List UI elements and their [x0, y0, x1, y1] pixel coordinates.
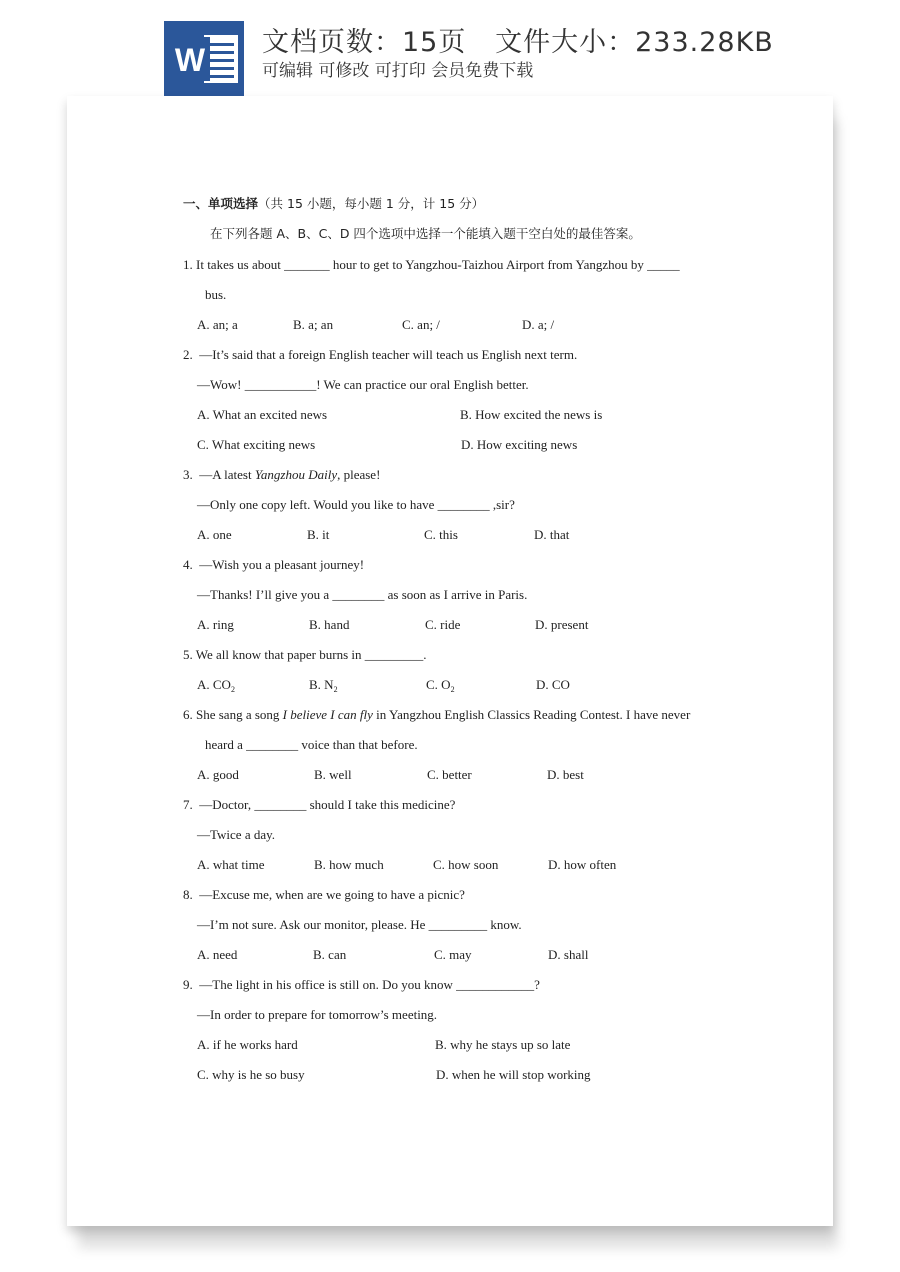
question-3-line-2: —Only one copy left. Would you like to have ________ ,sir?	[197, 497, 515, 512]
question-2-option-d: D. How exciting news	[461, 437, 578, 452]
question-8-option-d: D. shall	[548, 947, 589, 962]
question-1-option-c: C. an; /	[402, 317, 440, 332]
question-7-option-a: A. what time	[197, 857, 265, 872]
question-7-option-b: B. how much	[314, 857, 384, 872]
question-4-line-2: —Thanks! I’ll give you a ________ as soon as I arrive in Paris.	[197, 587, 528, 602]
section-heading: 一、单项选择（共 15 小题，每小题 1 分，计 15 分）	[183, 196, 485, 211]
question-1-option-d: D. a; /	[522, 317, 555, 332]
question-4-line-1: 4. —Wish you a pleasant journey!	[183, 557, 365, 572]
question-8-line-2: —I’m not sure. Ask our monitor, please. He _________ know.	[197, 917, 522, 932]
section-instruction: 在下列各题 A、B、C、D 四个选项中选择一个能填入题干空白处的最佳答案。	[210, 226, 641, 241]
question-6-option-a: A. good	[197, 767, 239, 782]
question-2-option-a: A. What an excited news	[197, 407, 328, 422]
question-6-line-1: 6. She sang a song I believe I can fly in Yangzhou English Classics Reading Contest. I have never	[183, 707, 691, 722]
banner-title: 文档页数：15页 文件大小：233.28KB	[262, 27, 774, 58]
word-doc-icon	[164, 21, 244, 97]
question-9-option-a: A. if he works hard	[197, 1037, 298, 1052]
word-icon-letter: W	[174, 42, 206, 78]
question-9-option-b: B. why he stays up so late	[435, 1037, 571, 1052]
question-5-option-d: D. CO	[536, 677, 570, 692]
question-3-option-a: A. one	[197, 527, 232, 542]
question-9-option-d: D. when he will stop working	[436, 1067, 591, 1082]
question-5-option-b: B. $N_2$	[309, 677, 338, 694]
question-2-option-b: B. How excited the news is	[460, 407, 603, 422]
question-4-option-b: B. hand	[309, 617, 350, 632]
question-2-option-c: C. What exciting news	[197, 437, 316, 452]
question-5-line-1: 5. We all know that paper burns in _________.	[183, 647, 427, 662]
document-page	[67, 96, 833, 1226]
question-2-line-2: —Wow! ___________! We can practice our oral English better.	[197, 377, 529, 392]
question-3-option-d: D. that	[534, 527, 570, 542]
question-7-line-2: —Twice a day.	[197, 827, 276, 842]
question-8-option-c: C. may	[434, 947, 472, 962]
question-3-option-b: B. it	[307, 527, 330, 542]
question-9-option-c: C. why is he so busy	[197, 1067, 305, 1082]
question-8-option-a: A. need	[197, 947, 238, 962]
question-5-option-c: C. $O_2$	[426, 677, 455, 694]
question-1-line-1: 1. It takes us about _______ hour to get to Yangzhou-Taizhou Airport from Yangzhou by _____	[183, 257, 680, 272]
question-3-option-c: C. this	[424, 527, 458, 542]
question-6-option-c: C. better	[427, 767, 472, 782]
question-7-option-d: D. how often	[548, 857, 617, 872]
question-6-line-2: heard a ________ voice than that before.	[205, 737, 418, 752]
question-1-option-b: B. a; an	[293, 317, 334, 332]
question-2-line-1: 2. —It’s said that a foreign English teacher will teach us English next term.	[183, 347, 578, 362]
question-4-option-d: D. present	[535, 617, 589, 632]
question-4-option-c: C. ride	[425, 617, 461, 632]
question-9-line-1: 9. —The light in his office is still on. Do you know ____________?	[183, 977, 540, 992]
question-6-option-d: D. best	[547, 767, 584, 782]
download-banner	[0, 0, 900, 96]
question-3-line-1: 3. —A latest Yangzhou Daily, please!	[183, 467, 381, 482]
question-4-option-a: A. ring	[197, 617, 234, 632]
question-5-option-a: A. $CO_2$	[197, 677, 235, 694]
question-1-line-2: bus.	[205, 287, 227, 302]
question-8-line-1: 8. —Excuse me, when are we going to have a picnic?	[183, 887, 465, 902]
question-6-option-b: B. well	[314, 767, 352, 782]
question-7-option-c: C. how soon	[433, 857, 499, 872]
question-8-option-b: B. can	[313, 947, 347, 962]
question-1-option-a: A. an; a	[197, 317, 238, 332]
question-9-line-2: —In order to prepare for tomorrow’s meeting.	[197, 1007, 438, 1022]
banner-subtitle: 可编辑 可修改 可打印 会员免费下载	[262, 61, 534, 81]
question-7-line-1: 7. —Doctor, ________ should I take this medicine?	[183, 797, 456, 812]
